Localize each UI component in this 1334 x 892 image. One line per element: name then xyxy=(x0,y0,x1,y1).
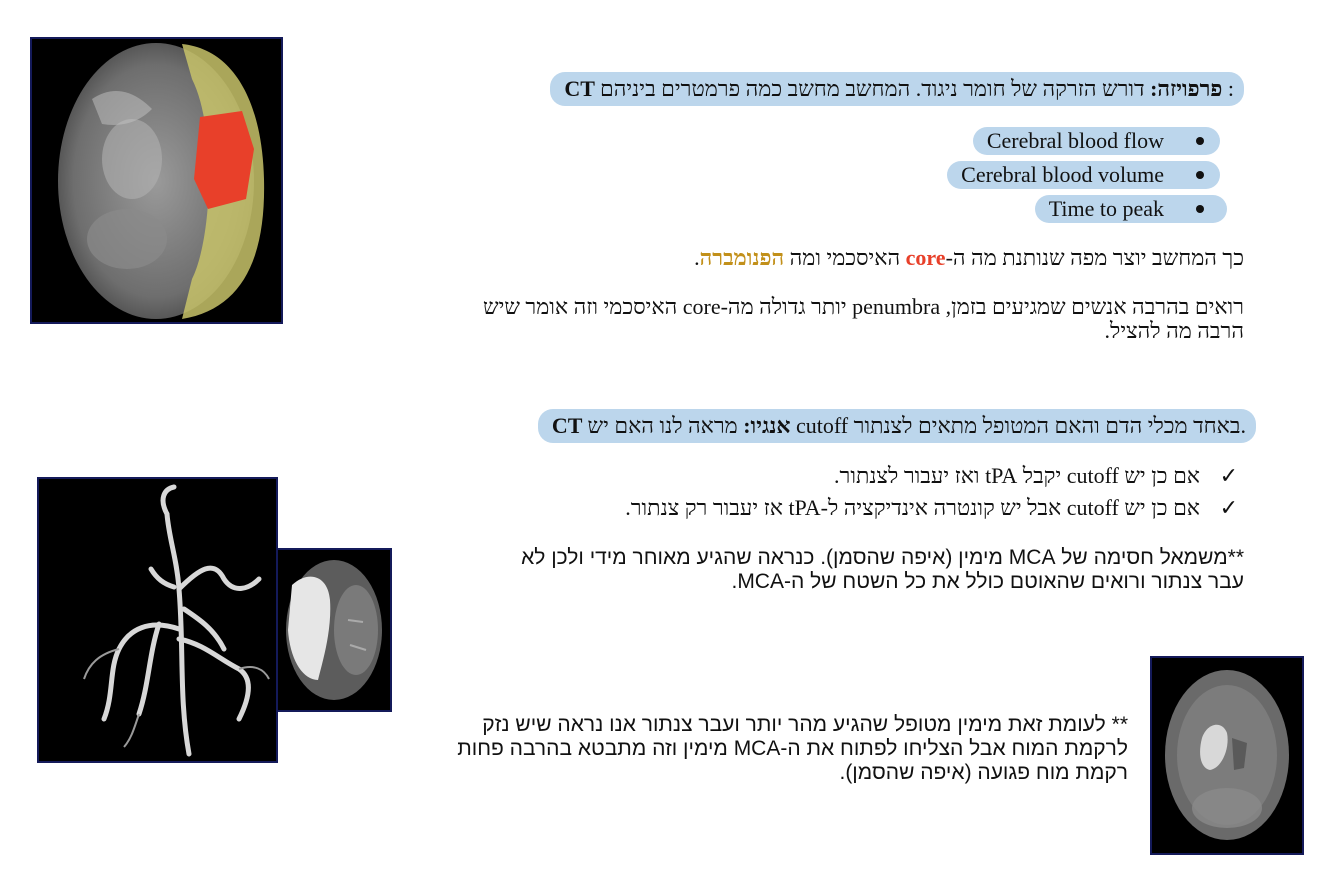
ct-angio-heading-bold: CT אנגיו: xyxy=(551,413,791,438)
bullet-item-ttp: Time to peak xyxy=(1035,195,1227,223)
core-term: core xyxy=(905,245,946,270)
penumbra-term: הפנומברה xyxy=(699,245,785,270)
angiography-image xyxy=(37,477,278,763)
perfusion-brain-image xyxy=(30,37,283,324)
ct-perfusion-heading xyxy=(550,72,1244,106)
infarct-brain-image xyxy=(276,548,392,712)
recanalization-note: ** לעומת זאת מימין מטופל שהגיע מהר יותר ועבר צנתור אנו נראה שיש נזק לרקמת המוח אבל הצליחו לפתוח את ה-MCA מימין וזה מתבטא בהרבה פחות רקמת מוח פגועה (איפה שהסמן). xyxy=(457,713,1128,784)
bullet-icon xyxy=(1196,205,1204,213)
perfusion-map-sentence: כך המחשב יוצר מפה שנותנת מה ה-core האיסכמי ומה הפנומברה. xyxy=(694,245,1244,270)
ct-perfusion-heading-text: דורש הזרקה של חומר ניגוד. המחשב מחשב כמה פרמטרים ביניהם : xyxy=(600,76,1234,101)
treated-brain-image xyxy=(1150,656,1304,855)
bullet-item-cbf: Cerebral blood flow xyxy=(973,127,1220,155)
bullet-item-cbv: Cerebral blood volume xyxy=(947,161,1220,189)
ct-angio-heading xyxy=(538,409,1256,443)
bullet-icon xyxy=(1196,137,1204,145)
check-item: אם כן יש cutoff אבל יש קונטרה אינדיקציה ל-tPA אז יעבור רק צנתור. xyxy=(625,495,1200,520)
mca-occlusion-note: **משמאל חסימה של MCA מימין (איפה שהסמן). כנראה שהגיע מאוחר מידי ולכן לא עבר צנתור ורואים שהאוטם כולל את כל השטח של ה-MCA. xyxy=(521,546,1244,593)
ct-perfusion-heading-bold: CT פרפויזה: xyxy=(564,76,1223,101)
check-item: אם כן יש cutoff יקבל tPA ואז יעבור לצנתור. xyxy=(834,463,1200,488)
check-icon: ✓ xyxy=(1219,463,1238,488)
check-icon: ✓ xyxy=(1219,495,1238,520)
ct-angio-heading-text: מראה לנו האם יש cutoff באחד מכלי הדם והאם המטופל מתאים לצנתור. xyxy=(587,413,1246,438)
penumbra-paragraph: רואים בהרבה אנשים שמגיעים בזמן, penumbra יותר גדולה מה-core האיסכמי וזה אומר שיש הרבה מה להציל. xyxy=(483,294,1244,343)
bullet-icon xyxy=(1196,171,1204,179)
